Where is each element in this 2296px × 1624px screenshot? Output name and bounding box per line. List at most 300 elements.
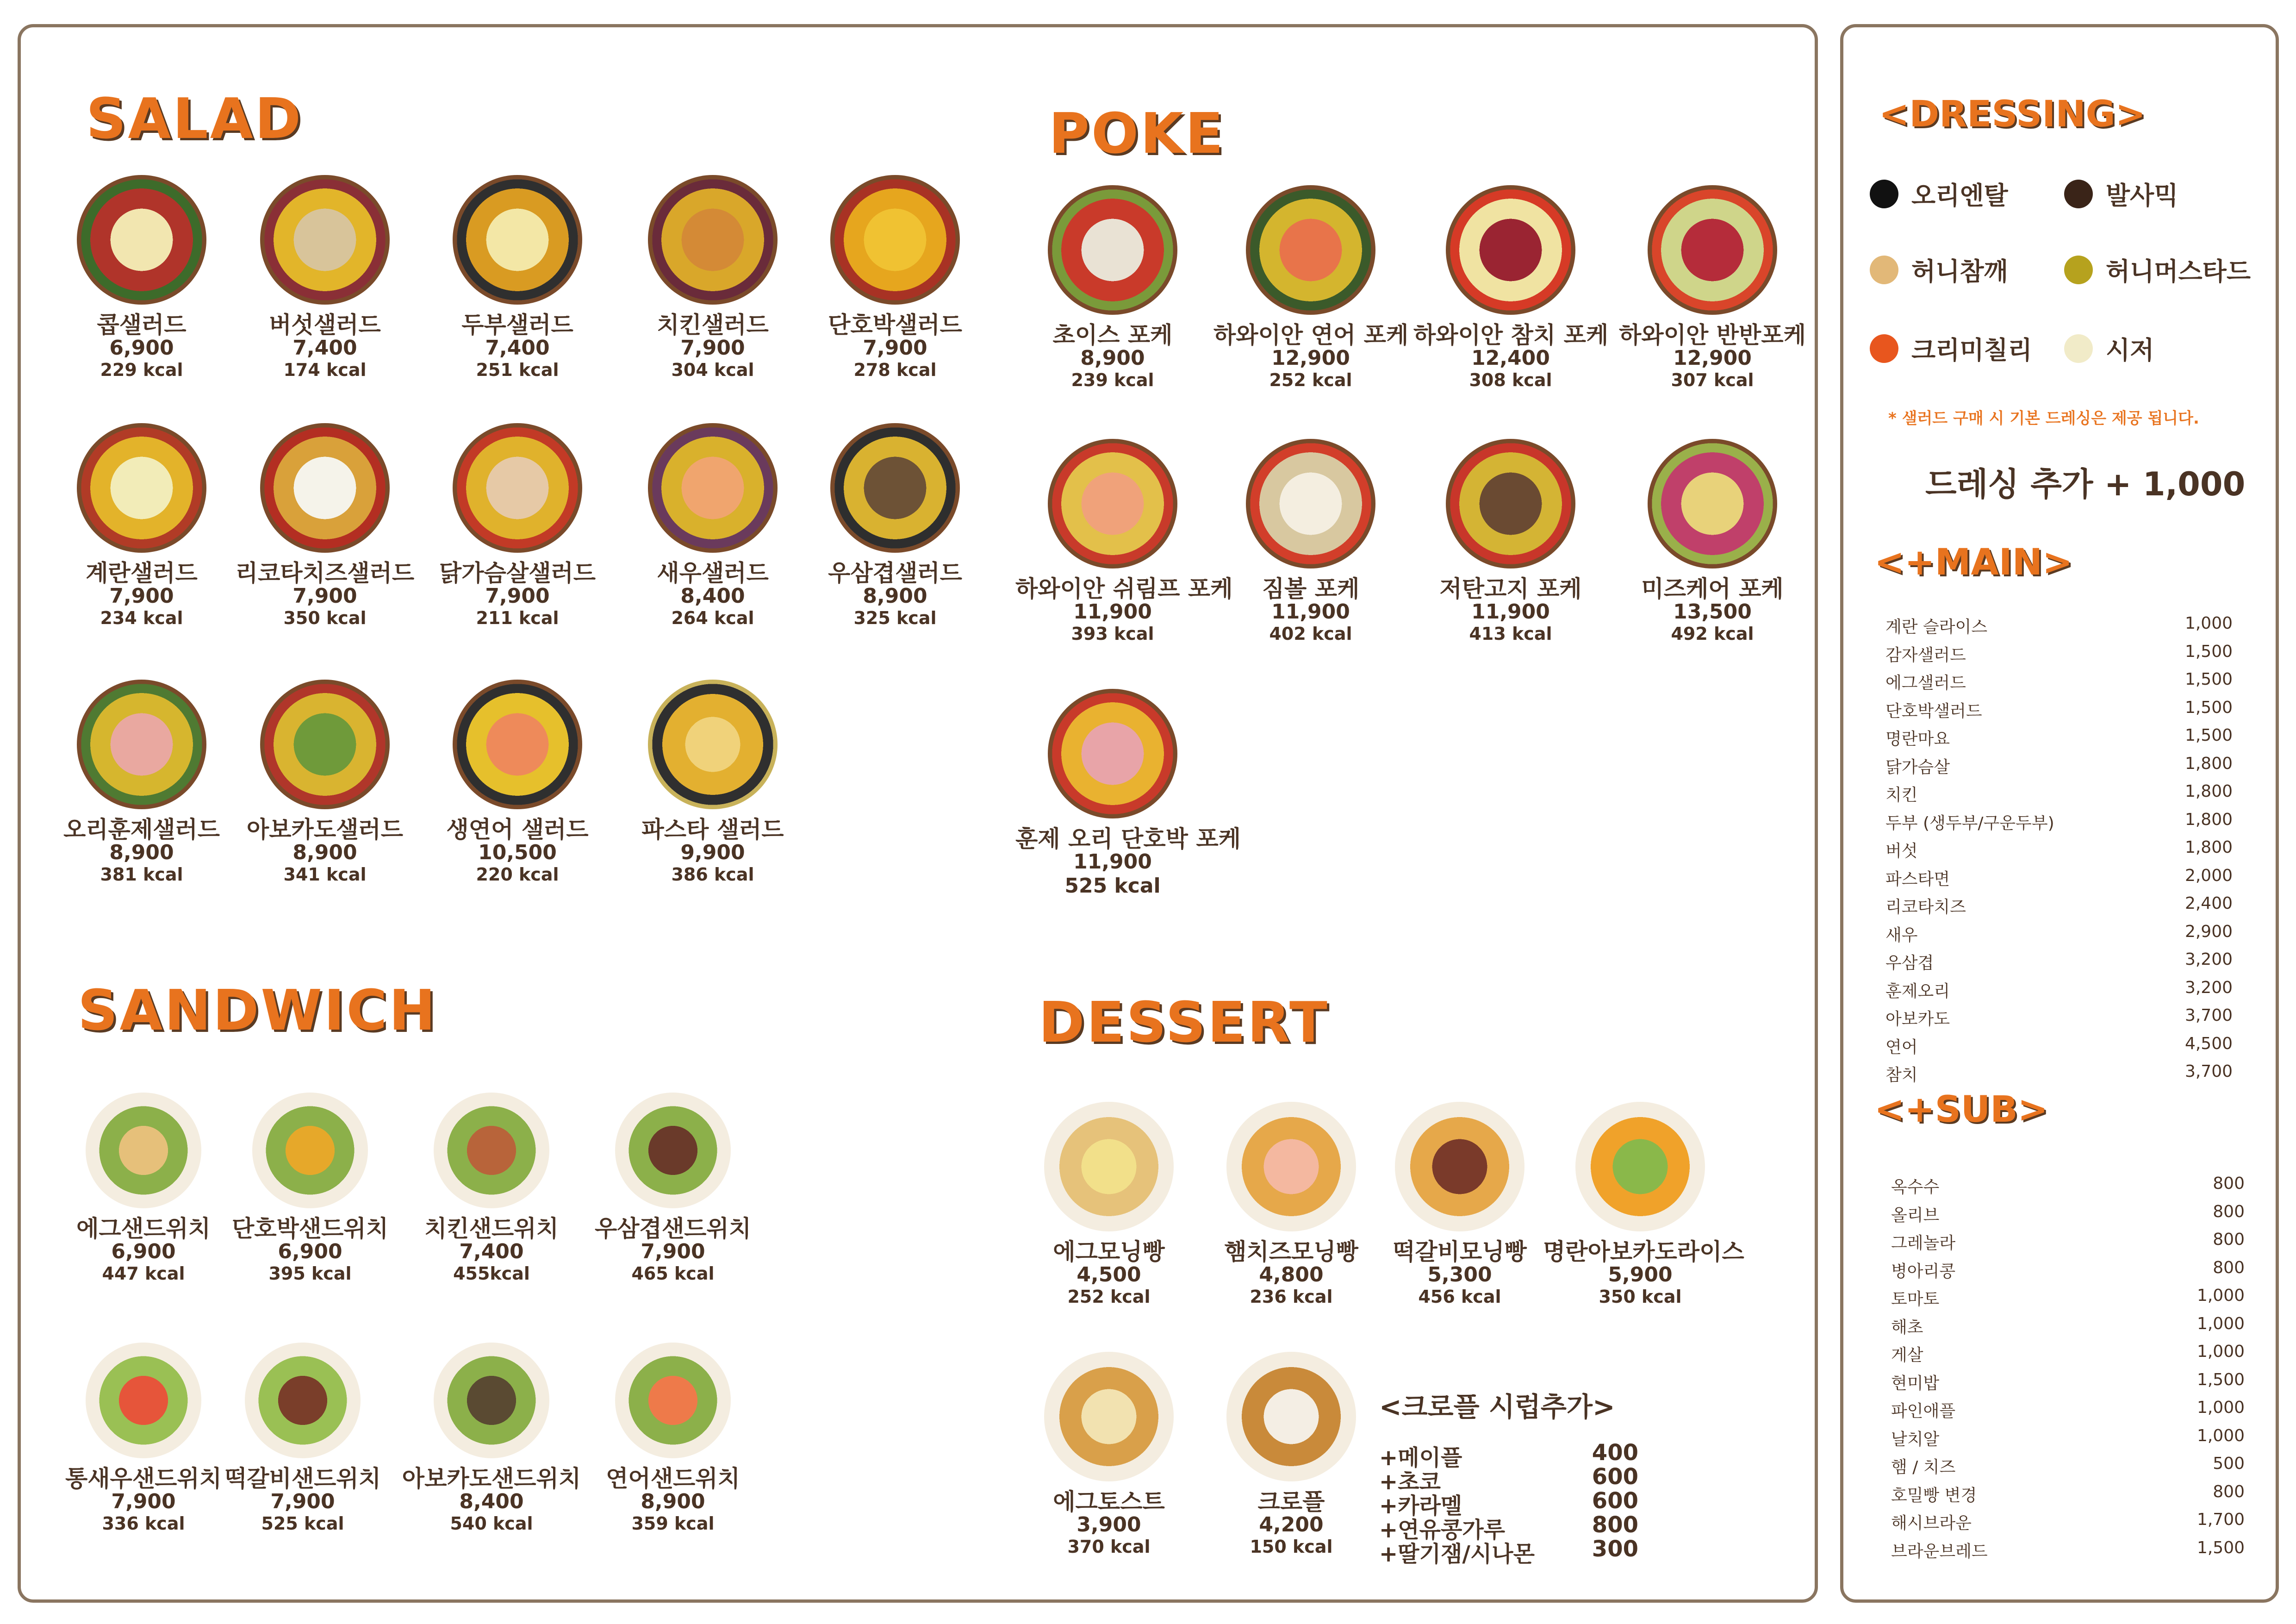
salad-photo <box>260 423 390 553</box>
main-topping-row <box>1885 866 2233 890</box>
poke-item <box>1015 185 1210 392</box>
item-price: 7,400 <box>459 1239 524 1263</box>
salad-photo <box>453 423 582 553</box>
topping-name: 참치 <box>1885 1066 1918 1085</box>
salad-item <box>228 175 422 381</box>
item-kcal: 386 kcal <box>671 864 754 885</box>
item-kcal: 278 kcal <box>853 359 937 380</box>
sandwich-item <box>205 1343 400 1535</box>
dressing-color-dot <box>2064 180 2093 208</box>
sub-topping-row <box>1891 1510 2245 1534</box>
main-topping-row <box>1885 1034 2233 1058</box>
topping-name: 명란마요 <box>1885 730 1950 749</box>
item-kcal: 413 kcal <box>1469 623 1552 644</box>
topping-price: 3,200 <box>2184 950 2233 969</box>
item-kcal: 308 kcal <box>1469 369 1552 390</box>
item-price: 5,300 <box>1427 1262 1492 1287</box>
item-price: 12,900 <box>1673 346 1752 370</box>
item-name: 하와이안 반반포케 <box>1619 322 1806 349</box>
item-price: 6,900 <box>109 336 174 360</box>
main-topping-row <box>1885 810 2233 834</box>
topping-price: 3,700 <box>2184 1006 2233 1025</box>
item-name: 떡갈비샌드위치 <box>224 1465 381 1492</box>
sandwich-section-title: SANDWICH <box>78 979 437 1043</box>
poke-item <box>1213 185 1408 392</box>
dessert-photo <box>1395 1102 1524 1231</box>
dressing-name: 허니참깨 <box>1911 257 2008 286</box>
poke-item <box>1615 185 1810 392</box>
topping-price: 1,500 <box>2184 726 2233 745</box>
item-name: 명란아보카도라이스 <box>1543 1238 1744 1265</box>
dessert-photo <box>1226 1102 1356 1231</box>
item-kcal: 174 kcal <box>283 359 367 380</box>
poke-photo <box>1246 439 1375 568</box>
topping-name: 치킨 <box>1885 786 1918 805</box>
topping-name: 단호박샐러드 <box>1885 701 1982 721</box>
item-price: 7,900 <box>863 336 927 360</box>
topping-price: 3,700 <box>2184 1062 2233 1081</box>
dressing-name: 시저 <box>2106 336 2154 365</box>
item-price: 8,900 <box>1080 346 1145 370</box>
dressing-item <box>1870 252 2008 287</box>
topping-price: 500 <box>2213 1454 2245 1473</box>
item-price: 13,500 <box>1673 600 1752 624</box>
salad-photo <box>453 680 582 809</box>
topping-price: 1,500 <box>2184 642 2233 661</box>
poke-photo <box>1048 689 1177 818</box>
poke-section-title: POKE <box>1049 102 1225 166</box>
poke-photo <box>1648 439 1777 568</box>
topping-name: 감자샐러드 <box>1885 645 1966 665</box>
croffle-syrup-title: <크로플 시럽추가> <box>1379 1391 1615 1423</box>
item-kcal: 304 kcal <box>671 359 754 380</box>
topping-name: 브라운브레드 <box>1891 1542 1988 1561</box>
salad-photo <box>77 175 206 305</box>
item-name: 치킨샌드위치 <box>424 1215 559 1242</box>
item-name: 연어샌드위치 <box>606 1465 740 1492</box>
item-name: 생연어 샐러드 <box>446 816 589 843</box>
item-price: 7,900 <box>485 584 550 608</box>
topping-name: 아보카도 <box>1885 1010 1950 1029</box>
dressing-item <box>2064 331 2154 366</box>
topping-price: 800 <box>2213 1202 2245 1221</box>
topping-name: 햄 / 치즈 <box>1891 1458 1956 1477</box>
sub-topping-title: <+SUB> <box>1874 1089 2048 1131</box>
item-name: 초이스 포케 <box>1052 322 1173 349</box>
item-price: 4,500 <box>1076 1262 1141 1287</box>
topping-name: 에그샐러드 <box>1885 674 1966 693</box>
item-name: 버섯샐러드 <box>269 312 381 338</box>
sub-topping-row <box>1891 1258 2245 1282</box>
main-topping-row <box>1885 670 2233 693</box>
salad-item <box>228 423 422 630</box>
sandwich-photo <box>86 1093 201 1208</box>
dressing-item <box>2064 176 2178 212</box>
item-kcal: 264 kcal <box>671 607 754 628</box>
sub-topping-row <box>1891 1342 2245 1366</box>
item-price: 7,900 <box>109 584 174 608</box>
topping-price: 1,500 <box>2184 670 2233 689</box>
dessert-photo <box>1226 1352 1356 1481</box>
dressing-color-dot <box>2064 256 2093 284</box>
main-topping-row <box>1885 838 2233 862</box>
topping-name: 훈제오리 <box>1885 981 1950 1001</box>
item-name: 리코타치즈샐러드 <box>235 560 415 587</box>
topping-price: 800 <box>2213 1174 2245 1193</box>
syrup-price: 300 <box>1592 1536 1638 1562</box>
item-price: 7,900 <box>111 1489 176 1513</box>
sub-topping-row <box>1891 1398 2245 1422</box>
item-kcal: 307 kcal <box>1671 369 1754 390</box>
dressing-name: 크리미칠리 <box>1911 336 2032 365</box>
syrup-price: 600 <box>1592 1488 1638 1514</box>
topping-name: 옥수수 <box>1891 1178 1940 1197</box>
item-price: 4,200 <box>1259 1512 1324 1537</box>
topping-name: 현미밥 <box>1891 1374 1940 1393</box>
item-kcal: 150 kcal <box>1250 1536 1333 1557</box>
item-kcal: 381 kcal <box>100 864 183 885</box>
main-topping-row <box>1885 978 2233 1002</box>
item-name: 파스타 샐러드 <box>641 816 784 843</box>
salad-item <box>798 423 992 630</box>
salad-item <box>798 175 992 381</box>
item-kcal: 492 kcal <box>1671 623 1754 644</box>
main-topping-row <box>1885 1006 2233 1030</box>
salad-photo <box>830 423 960 553</box>
item-name: 우삼겹샌드위치 <box>594 1215 752 1242</box>
item-kcal: 395 kcal <box>268 1263 352 1284</box>
dressing-color-dot <box>2064 334 2093 363</box>
item-price: 7,900 <box>680 336 745 360</box>
item-kcal: 341 kcal <box>283 864 367 885</box>
item-name: 에그토스트 <box>1053 1488 1165 1515</box>
item-price: 8,400 <box>459 1489 524 1513</box>
topping-price: 800 <box>2213 1258 2245 1277</box>
dressing-item <box>2064 252 2251 287</box>
dressing-note: * 샐러드 구매 시 기본 드레싱은 제공 됩니다. <box>1888 409 2199 428</box>
item-kcal: 402 kcal <box>1269 623 1352 644</box>
syrup-price: 600 <box>1592 1464 1638 1490</box>
poke-item <box>1015 439 1233 645</box>
sub-topping-row <box>1891 1370 2245 1394</box>
item-price: 11,900 <box>1471 600 1550 624</box>
topping-name: 리코타치즈 <box>1885 898 1966 917</box>
topping-name: 토마토 <box>1891 1290 1940 1309</box>
main-topping-row <box>1885 754 2233 778</box>
dressing-name: 발사믹 <box>2106 181 2178 210</box>
sub-topping-row <box>1891 1482 2245 1506</box>
main-topping-row <box>1885 1062 2233 1086</box>
poke-item <box>1413 185 1608 392</box>
item-name: 미즈케어 포케 <box>1641 575 1784 602</box>
item-kcal: 447 kcal <box>102 1263 185 1284</box>
dessert-item <box>1194 1102 1388 1308</box>
topping-name: 계란 슬라이스 <box>1885 618 1988 637</box>
topping-price: 1,800 <box>2184 754 2233 773</box>
sub-topping-row <box>1891 1426 2245 1450</box>
item-price: 12,900 <box>1271 346 1350 370</box>
salad-item <box>420 175 615 381</box>
salad-item <box>44 175 239 381</box>
topping-price: 1,500 <box>2184 698 2233 717</box>
item-price: 4,800 <box>1259 1262 1324 1287</box>
topping-price: 1,000 <box>2196 1286 2245 1305</box>
topping-price: 1,800 <box>2184 782 2233 801</box>
item-name: 우삼겹샐러드 <box>828 560 962 587</box>
item-name: 떡갈비모닝빵 <box>1393 1238 1527 1265</box>
syrup-row <box>1379 1536 1638 1568</box>
item-kcal: 252 kcal <box>1067 1286 1151 1307</box>
main-topping-row <box>1885 894 2233 918</box>
salad-photo <box>648 680 778 809</box>
dessert-photo <box>1044 1102 1174 1231</box>
topping-price: 1,000 <box>2184 614 2233 633</box>
topping-price: 1,000 <box>2196 1398 2245 1417</box>
dressing-color-dot <box>1870 334 1898 363</box>
dessert-item <box>1194 1352 1388 1558</box>
sandwich-photo <box>86 1343 201 1458</box>
item-kcal: 229 kcal <box>100 359 183 380</box>
item-kcal: 359 kcal <box>631 1513 715 1534</box>
item-name: 통새우샌드위치 <box>65 1465 222 1492</box>
sandwich-photo <box>615 1343 731 1458</box>
salad-item <box>420 680 615 886</box>
topping-name: 우삼겹 <box>1885 954 1934 973</box>
main-topping-row <box>1885 782 2233 806</box>
item-price: 7,400 <box>292 336 357 360</box>
topping-price: 1,000 <box>2196 1314 2245 1333</box>
item-name: 단호박샌드위치 <box>231 1215 389 1242</box>
syrup-name: +연유콩가루 <box>1379 1517 1506 1543</box>
item-name: 하와이안 참치 포케 <box>1413 322 1609 349</box>
salad-photo <box>77 423 206 553</box>
item-name: 하와이안 연어 포케 <box>1213 322 1409 349</box>
syrup-price: 400 <box>1592 1440 1638 1466</box>
item-name: 치킨샐러드 <box>657 312 769 338</box>
poke-item <box>1015 689 1241 899</box>
sandwich-item <box>576 1093 770 1285</box>
syrup-name: +초코 <box>1379 1469 1441 1495</box>
poke-photo <box>1048 439 1177 568</box>
sub-topping-row <box>1891 1454 2245 1478</box>
syrup-name: +딸기잼/시나몬 <box>1379 1541 1535 1567</box>
item-name: 오리훈제샐러드 <box>63 816 220 843</box>
syrup-price: 800 <box>1592 1512 1638 1538</box>
item-name: 단호박샐러드 <box>828 312 962 338</box>
salad-section-title: SALAD <box>86 87 303 151</box>
topping-name: 버섯 <box>1885 842 1918 861</box>
syrup-name: +메이플 <box>1379 1445 1462 1471</box>
item-price: 9,900 <box>680 840 745 864</box>
topping-name: 파스타면 <box>1885 869 1950 889</box>
main-topping-row <box>1885 922 2233 946</box>
poke-photo <box>1446 185 1575 315</box>
item-price: 8,900 <box>109 840 174 864</box>
topping-price: 2,000 <box>2184 866 2233 885</box>
sub-topping-row <box>1891 1174 2245 1198</box>
dessert-item <box>1363 1102 1557 1308</box>
salad-item <box>616 423 810 630</box>
dressing-color-dot <box>1870 180 1898 208</box>
dressing-name: 허니머스타드 <box>2106 257 2251 286</box>
topping-price: 3,200 <box>2184 978 2233 997</box>
item-kcal: 465 kcal <box>631 1263 715 1284</box>
poke-photo <box>1648 185 1777 315</box>
salad-item <box>616 680 810 886</box>
sub-topping-row <box>1891 1230 2245 1254</box>
dressing-name: 오리엔탈 <box>1911 181 2008 210</box>
salad-photo <box>648 423 778 553</box>
dessert-item <box>1012 1102 1206 1308</box>
salad-item <box>616 175 810 381</box>
item-price: 11,900 <box>1073 849 1152 874</box>
item-kcal: 239 kcal <box>1071 369 1154 390</box>
item-name: 새우샐러드 <box>657 560 769 587</box>
item-kcal: 220 kcal <box>476 864 559 885</box>
topping-name: 날치알 <box>1891 1430 1940 1449</box>
item-kcal: 350 kcal <box>1599 1286 1682 1307</box>
item-price: 12,400 <box>1471 346 1550 370</box>
salad-photo <box>830 175 960 305</box>
item-price: 5,900 <box>1608 1262 1673 1287</box>
topping-name: 병아리콩 <box>1891 1262 1956 1281</box>
item-price: 8,900 <box>292 840 357 864</box>
salad-item <box>44 680 239 886</box>
sandwich-item <box>213 1093 407 1285</box>
item-name: 하와이안 쉬림프 포케 <box>1015 575 1233 602</box>
sandwich-item <box>394 1093 589 1285</box>
item-price: 6,900 <box>111 1239 176 1263</box>
item-kcal: 251 kcal <box>476 359 559 380</box>
item-kcal: 336 kcal <box>102 1513 185 1534</box>
item-price: 8,400 <box>680 584 745 608</box>
item-kcal: 236 kcal <box>1250 1286 1333 1307</box>
salad-photo <box>77 680 206 809</box>
sandwich-item <box>46 1093 241 1285</box>
dessert-photo <box>1044 1352 1174 1481</box>
main-topping-row <box>1885 642 2233 666</box>
topping-name: 닭가슴살 <box>1885 757 1950 777</box>
salad-photo <box>648 175 778 305</box>
item-name: 저탄고지 포케 <box>1439 575 1582 602</box>
dressing-extra-price: 드레싱 추가 + 1,000 <box>1925 465 2246 503</box>
salad-item <box>228 680 422 886</box>
topping-name: 해시브라운 <box>1891 1514 1972 1533</box>
item-name: 햄치즈모닝빵 <box>1224 1238 1358 1265</box>
item-kcal: 370 kcal <box>1067 1536 1151 1557</box>
topping-price: 2,400 <box>2184 894 2233 913</box>
sandwich-photo <box>434 1343 549 1458</box>
sub-topping-row <box>1891 1202 2245 1226</box>
item-name: 아보카도샐러드 <box>246 816 404 843</box>
main-topping-row <box>1885 726 2233 750</box>
sandwich-item <box>394 1343 589 1535</box>
item-kcal: 325 kcal <box>853 607 937 628</box>
item-name: 콥샐러드 <box>97 312 187 338</box>
item-price: 11,900 <box>1073 600 1152 624</box>
main-topping-title: <+MAIN> <box>1874 542 2073 583</box>
item-kcal: 234 kcal <box>100 607 183 628</box>
topping-name: 두부 (생두부/구운두부) <box>1885 813 2054 833</box>
item-kcal: 350 kcal <box>283 607 367 628</box>
topping-name: 파인애플 <box>1891 1402 1956 1421</box>
item-price: 3,900 <box>1076 1512 1141 1537</box>
sub-topping-row <box>1891 1286 2245 1310</box>
syrup-name: +카라멜 <box>1379 1493 1462 1519</box>
item-name: 닭가슴살샐러드 <box>439 560 596 587</box>
topping-name: 해초 <box>1891 1318 1923 1337</box>
item-name: 에그샌드위치 <box>76 1215 211 1242</box>
poke-photo <box>1246 185 1375 315</box>
item-kcal: 393 kcal <box>1071 623 1154 644</box>
dressing-item <box>1870 176 2008 212</box>
item-price: 8,900 <box>641 1489 705 1513</box>
salad-photo <box>260 175 390 305</box>
topping-price: 1,700 <box>2196 1510 2245 1529</box>
poke-photo <box>1048 185 1177 315</box>
item-price: 11,900 <box>1271 600 1350 624</box>
item-kcal: 525 kcal <box>261 1513 344 1534</box>
item-name: 아보카도샌드위치 <box>402 1465 581 1492</box>
item-name: 훈제 오리 단호박 포케 <box>1015 825 1241 852</box>
topping-price: 2,900 <box>2184 922 2233 941</box>
topping-price: 1,500 <box>2196 1370 2245 1389</box>
item-name: 에그모닝빵 <box>1053 1238 1165 1265</box>
item-name: 크로플 <box>1257 1488 1325 1515</box>
dressing-title: <DRESSING> <box>1879 94 2146 135</box>
dressing-color-dot <box>1870 256 1898 284</box>
item-kcal: 455kcal <box>453 1263 530 1284</box>
poke-item <box>1413 439 1608 645</box>
main-topping-row <box>1885 698 2233 722</box>
topping-name: 호밀빵 변경 <box>1891 1486 1977 1505</box>
topping-price: 1,000 <box>2196 1342 2245 1361</box>
sub-topping-row <box>1891 1538 2245 1562</box>
topping-name: 그레놀라 <box>1891 1234 1956 1253</box>
dessert-item <box>1012 1352 1206 1558</box>
item-kcal: 540 kcal <box>450 1513 533 1534</box>
dessert-photo <box>1575 1102 1705 1231</box>
item-price: 6,900 <box>278 1239 342 1263</box>
sandwich-item <box>576 1343 770 1535</box>
salad-item <box>44 423 239 630</box>
topping-price: 800 <box>2213 1230 2245 1249</box>
dressing-item <box>1870 331 2032 366</box>
main-topping-row <box>1885 614 2233 637</box>
item-price: 8,900 <box>863 584 927 608</box>
item-name: 짐볼 포케 <box>1262 575 1360 602</box>
sandwich-photo <box>434 1093 549 1208</box>
dessert-section-title: DESSERT <box>1039 991 1329 1055</box>
sandwich-photo <box>245 1343 361 1458</box>
topping-price: 1,800 <box>2184 838 2233 857</box>
topping-price: 1,800 <box>2184 810 2233 829</box>
item-price: 7,400 <box>485 336 550 360</box>
item-kcal: 252 kcal <box>1269 369 1352 390</box>
item-kcal: 525 kcal <box>1064 874 1161 898</box>
poke-item <box>1213 439 1408 645</box>
item-kcal: 456 kcal <box>1418 1286 1501 1307</box>
main-topping-row <box>1885 950 2233 974</box>
topping-name: 게살 <box>1891 1346 1923 1365</box>
sandwich-photo <box>615 1093 731 1208</box>
item-price: 7,900 <box>270 1489 335 1513</box>
poke-photo <box>1446 439 1575 568</box>
sandwich-photo <box>252 1093 368 1208</box>
topping-price: 1,000 <box>2196 1426 2245 1445</box>
sub-topping-row <box>1891 1314 2245 1338</box>
topping-price: 800 <box>2213 1482 2245 1501</box>
